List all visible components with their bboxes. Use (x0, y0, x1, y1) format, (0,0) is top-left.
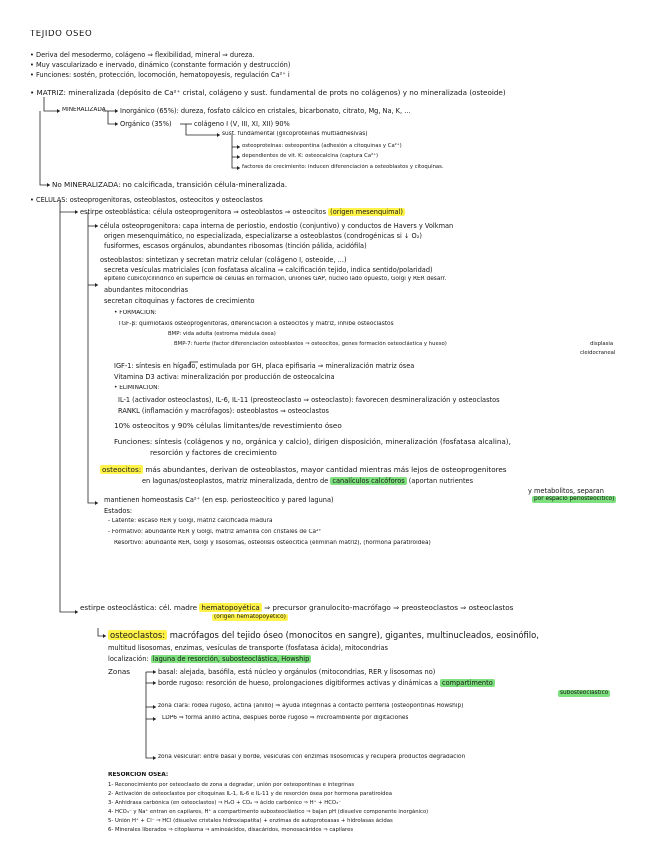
highlight-yellow: osteoclastos: (110, 630, 166, 640)
note-line: dependientes de vit. K: osteocalcina (captura Ca²⁺) (242, 153, 379, 159)
note-line: 6- Minerales liberados ⇒ citoplasma ⇒ aminoácidos, disacáridos, monosacáridos ⇒ capilares (108, 827, 354, 833)
highlight-yellow: (origen hematopoyético) (214, 614, 286, 620)
note-line: osteoproteínas: osteopontina (adhesión a citoquinas y Ca²⁺) (242, 143, 402, 149)
note-line: multitud lisosomas, enzimas, vesículas de transporte (fosfatasa ácida), mitocondrias (108, 644, 388, 652)
note-line: MINERALIZADA (62, 107, 106, 113)
note-line: Vitamina D3 activa: mineralización por producción de osteocalcina (114, 373, 335, 381)
note-text: estirpe osteoblástica: célula osteoprogenitora ⇒ osteoblastos ⇒ osteocitos (80, 208, 327, 216)
note-line: resorción y factores de crecimiento (150, 448, 277, 457)
note-line: y metabolitos, separan (528, 487, 604, 495)
note-line: colágeno I (V, III, XI, XII) 90% (194, 120, 290, 128)
note-line: 4- HCO₃⁻ y Na⁺ entran en capilares, H⁺ a compartimento subosteoclástico ⇒ bajan pH (disuelve componente inorgánico) (108, 809, 429, 815)
highlight-green: subosteoclástico (560, 690, 609, 696)
note-line: mantienen homeostasis Ca²⁺ (en esp. periosteocítico y pared laguna) (104, 496, 334, 504)
page-title: TEJIDO ÓSEO (30, 30, 93, 38)
note-line: Zonas (108, 667, 131, 676)
note-line: LDP6 ⇒ forma anillo actina, después borde rugoso ⇒ microambiente por digitaciones (162, 715, 409, 721)
note-line: zona vesicular: entre basal y borde, vesículas con enzimas lisosómicas y recupera productos degradación (158, 754, 466, 760)
note-line: Inorgánico (65%): dureza, fosfato cálcico en cristales, bicarbonato, citrato, Mg, Na, K, ... (120, 107, 411, 115)
note-line (108, 630, 539, 640)
note-text: (aportan nutrientes (408, 477, 474, 485)
note-line (142, 477, 473, 485)
highlight-yellow: osteocitos: (102, 465, 142, 474)
note-line: • FORMACIÓN: (114, 310, 157, 316)
note-line: • CÉLULAS: osteoprogenitoras, osteoblastos, osteocitos y osteoclastos (30, 196, 263, 204)
note-line: basal: alejada, basófila, está núcleo y orgánulos (mitocondrias, RER y lisosomas no) (158, 668, 436, 676)
note-line: Orgánico (35%) (120, 120, 172, 128)
note-text: más abundantes, derivan de osteoblastos, mayor cantidad mientras más lejos de osteoprogenitores (145, 465, 507, 474)
note-text: en lagunas/osteoplastos, matriz mineralizada, dentro de (142, 477, 329, 485)
note-line (158, 679, 495, 687)
note-line: 3- Anhidrasa carbónica (en osteoclastos) ⇒ H₂O + CO₂ ⇒ ácido carbónico ⇒ H⁺ + HCO₃⁻ (108, 800, 342, 806)
highlight-yellow: hematopoyética (201, 603, 260, 612)
note-line: osteoblastos: sintetizan y secretan matriz celular (colágeno I, osteoide, ...) (100, 256, 347, 264)
note-line: BMP: vida adulta (estroma médula ósea) (168, 331, 276, 337)
note-line: 5- Unión H⁺ + Cl⁻ ⇒ HCl (disuelve cristales hidroxiapatita) + enzimas de autoproteasas + hidrolasas ácidas (108, 818, 393, 824)
note-line: • MATRIZ: mineralizada (depósito de Ca²⁺ cristal, colágeno y sust. fundamental de prots no colágenos) y no mineralizada (osteoide) (30, 88, 506, 97)
note-line: cleidocraneal (580, 350, 616, 356)
note-line: • Funciones: sostén, protección, locomoción, hematopoyesis, regulación Ca²⁺ i (30, 71, 290, 79)
note-text: estirpe osteoclástica: cél. madre (80, 603, 198, 612)
note-line: abundantes mitocondrias (104, 286, 189, 294)
note-line (100, 465, 507, 474)
section-heading: RESORCIÓN ÓSEA: (108, 772, 169, 778)
note-line: displasia (590, 341, 614, 347)
note-line: BMP-7: fuerte (factor diferenciación osteoblastos ⇒ osteocitos, genes formación osteoclástica y hueso) (174, 341, 447, 347)
note-line: Resortivo: abundante RER, Golgi y lisosomas, osteólisis osteocítica (eliminan matriz), (hormona paratiroidea) (114, 540, 431, 546)
note-line: - Latente: escaso RER y Golgi, matriz calcificada madura (108, 518, 273, 524)
note-line: 1- Reconocimiento por osteoclasto de zona a degradar, unión por osteopontinas e integrinas (108, 782, 355, 788)
note-line: • Muy vascularizado e inervado, dinámico (constante formación y destrucción) (30, 61, 291, 69)
note-text: localización: (108, 655, 149, 663)
note-text: borde rugoso: resorción de hueso, prolongaciones digitiformes activas y dinámicas a (158, 679, 438, 687)
note-line: 10% osteocitos y 90% células limitantes/de revestimiento óseo (114, 421, 342, 430)
highlight-green: por espacio periosteocítico) (534, 496, 615, 502)
note-line: IGF-1: síntesis en hígado, estimulada por GH, placa epifisaria ⇒ mineralización matriz ósea (114, 362, 415, 370)
note-line: No MINERALIZADA: no calcificada, transición célula-mineralizada. (52, 180, 288, 189)
note-line: secreta vesículas matriciales (con fosfatasa alcalina ⇒ calcificación tejido, indica sentido/polaridad) (104, 266, 433, 274)
note-line: 2- Activación de osteoclastos por citoquinas IL-1, IL-6 e IL-11 y de resorción ósea por hormona paratiroidea (108, 791, 393, 797)
highlight-green: canalículos calcóforos (332, 477, 405, 485)
note-line: célula osteoprogenitora: capa interna de periostio, endostio (conjuntivo) y conductos de Havers y Volkman (100, 222, 454, 230)
note-line (80, 603, 513, 612)
note-line: RANKL (inflamación y macrófagos): osteoblastos ⇒ osteoclastos (118, 407, 329, 415)
note-line: • ELIMINACIÓN: (114, 385, 160, 391)
note-text: ⇒ precursor granulocito-macrófago ⇒ preosteoclastos ⇒ osteoclastos (264, 603, 514, 612)
highlight-green: laguna de resorción, subosteoclástica, Howship (152, 655, 310, 663)
note-line: Funciones: síntesis (colágenos y no, orgánica y calcio), dirigen disposición, mineralización (fosfatasa alcalina), (114, 437, 511, 446)
note-line: zona clara: rodea rugoso, actina (anillo) ⇒ ayuda integrinas a contacto periferia (osteopontinas Howship) (158, 703, 464, 709)
highlight-yellow: (origen mesenquimal) (330, 208, 404, 216)
note-line: TGF-β: quimiotaxis osteoprogenitoras, diferenciación a osteocitos y matriz, inhibe osteoclastos (118, 321, 394, 327)
note-line: Estados: (104, 507, 133, 515)
highlight-green: compartimento (442, 679, 493, 687)
note-line: • Deriva del mesodermo, colágeno ⇒ flexibilidad, mineral ⇒ dureza. (30, 51, 255, 59)
note-line: origen mesenquimático, no especializada, especializarse a osteoblastos (condrogénicas si ↓ O₂) (104, 232, 422, 240)
note-line (80, 208, 405, 216)
note-line: IL-1 (activador osteoclastos), IL-6, IL-11 (preosteoclasto ⇒ osteoclasto): favorecen desmineralización y osteoclastos (118, 396, 500, 404)
note-line: fusiformes, escasos orgánulos, abundantes ribosomas (tinción pálida, acidófila) (104, 242, 367, 250)
note-line: epitelio cúbico/cilíndrico en superficie de células en formación, uniones GAP, núcleo lado opuesto, Golgi y RER desarr. (104, 276, 447, 282)
note-line: secretan citoquinas y factores de crecimiento (104, 297, 255, 305)
note-line: - Formativo: abundante RER y Golgi, matriz amarilla con cristales de Ca²⁺ (108, 529, 322, 535)
note-line: factores de crecimiento: inducen diferenciación a osteoblastos y citoquinas. (242, 164, 444, 170)
note-text: macrófagos del tejido óseo (monocitos en sangre), gigantes, multinucleados, eosinófilo, (169, 630, 539, 640)
note-line: sust. fundamental (glicoproteínas multiadhesivas) (222, 131, 368, 137)
note-line (108, 655, 311, 663)
